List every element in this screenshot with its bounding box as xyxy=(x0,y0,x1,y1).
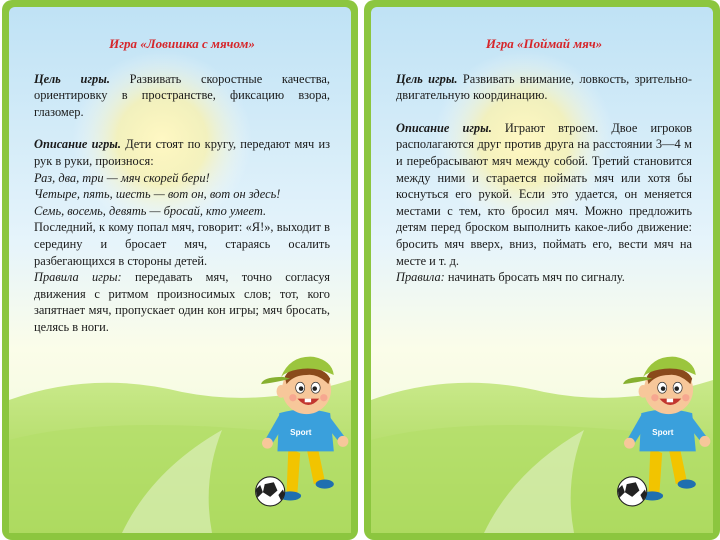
rules-text: передавать мяч, точно согласуя движения с ритмом произносимых слов; тот, кого запятнает мяч, пропускает один кон игры; мяч бросать, целясь в ноги. xyxy=(34,270,330,334)
description-label: Описание игры. xyxy=(34,137,121,152)
game-card-left xyxy=(2,0,358,540)
goal-label: Цель игры. xyxy=(396,71,458,86)
goal-paragraph xyxy=(34,71,330,121)
goal-text: Развивать внимание, ловкость, зрительно-двигательную координацию. xyxy=(396,71,692,103)
card-right-content xyxy=(396,36,692,286)
description-text: Играют втроем. Двое игроков располагаются друг против друга на расстоянии 3—4 м и перебрасывают мяч между собой. Третий становится между ними и старается поймать мяч или хотя бы коснуться его рукой. Если это удается, он меняется местами с тем, кто бросил мяч. Можно предложить детям перед броском выполнить какое-либо движение: бросить мяч вверх, вниз, поймать его, вести мяч на месте и т. д. xyxy=(396,120,692,268)
description-paragraph-2: Последний, к кому попал мяч, говорит: «Я!», выходит в середину и бросает мяч, стараясь осалить разбегающихся в стороны детей. xyxy=(34,220,330,268)
rules-text: начинать бросать мяч по сигналу. xyxy=(444,270,625,285)
rhyme-line-3: Семь, восемь, девять — бросай, кто умеет. xyxy=(34,203,267,218)
goal-label: Цель игры. xyxy=(34,71,110,86)
boy-with-ball-illustration xyxy=(252,340,352,530)
game-title: Игра «Поймай мяч» xyxy=(485,36,603,51)
description-text: Дети стоят по кругу, передают мяч из рук в руки, произнося: xyxy=(34,137,331,168)
card-left-content xyxy=(34,36,330,336)
rules-paragraph xyxy=(396,269,692,286)
game-title: Игра «Ловишка с мячом» xyxy=(109,36,255,51)
description-paragraph xyxy=(34,136,330,169)
boy-with-ball-illustration xyxy=(614,340,714,530)
rhyme-line-2: Четыре, пять, шесть — вот он, вот он здесь! xyxy=(34,187,281,202)
rules-label: Правила игры: xyxy=(34,270,122,285)
description-label: Описание игры. xyxy=(396,120,492,135)
goal-paragraph xyxy=(396,71,692,104)
game-card-right xyxy=(364,0,720,540)
rules-label: Правила: xyxy=(396,270,445,285)
rules-paragraph xyxy=(34,269,330,335)
description-paragraph xyxy=(396,120,692,269)
rhyme-line-1: Раз, два, три — мяч скорей бери! xyxy=(34,170,210,185)
goal-text: Развивать скоростные качества, ориентировку в пространстве, фиксацию взора, глазомер. xyxy=(34,71,330,119)
